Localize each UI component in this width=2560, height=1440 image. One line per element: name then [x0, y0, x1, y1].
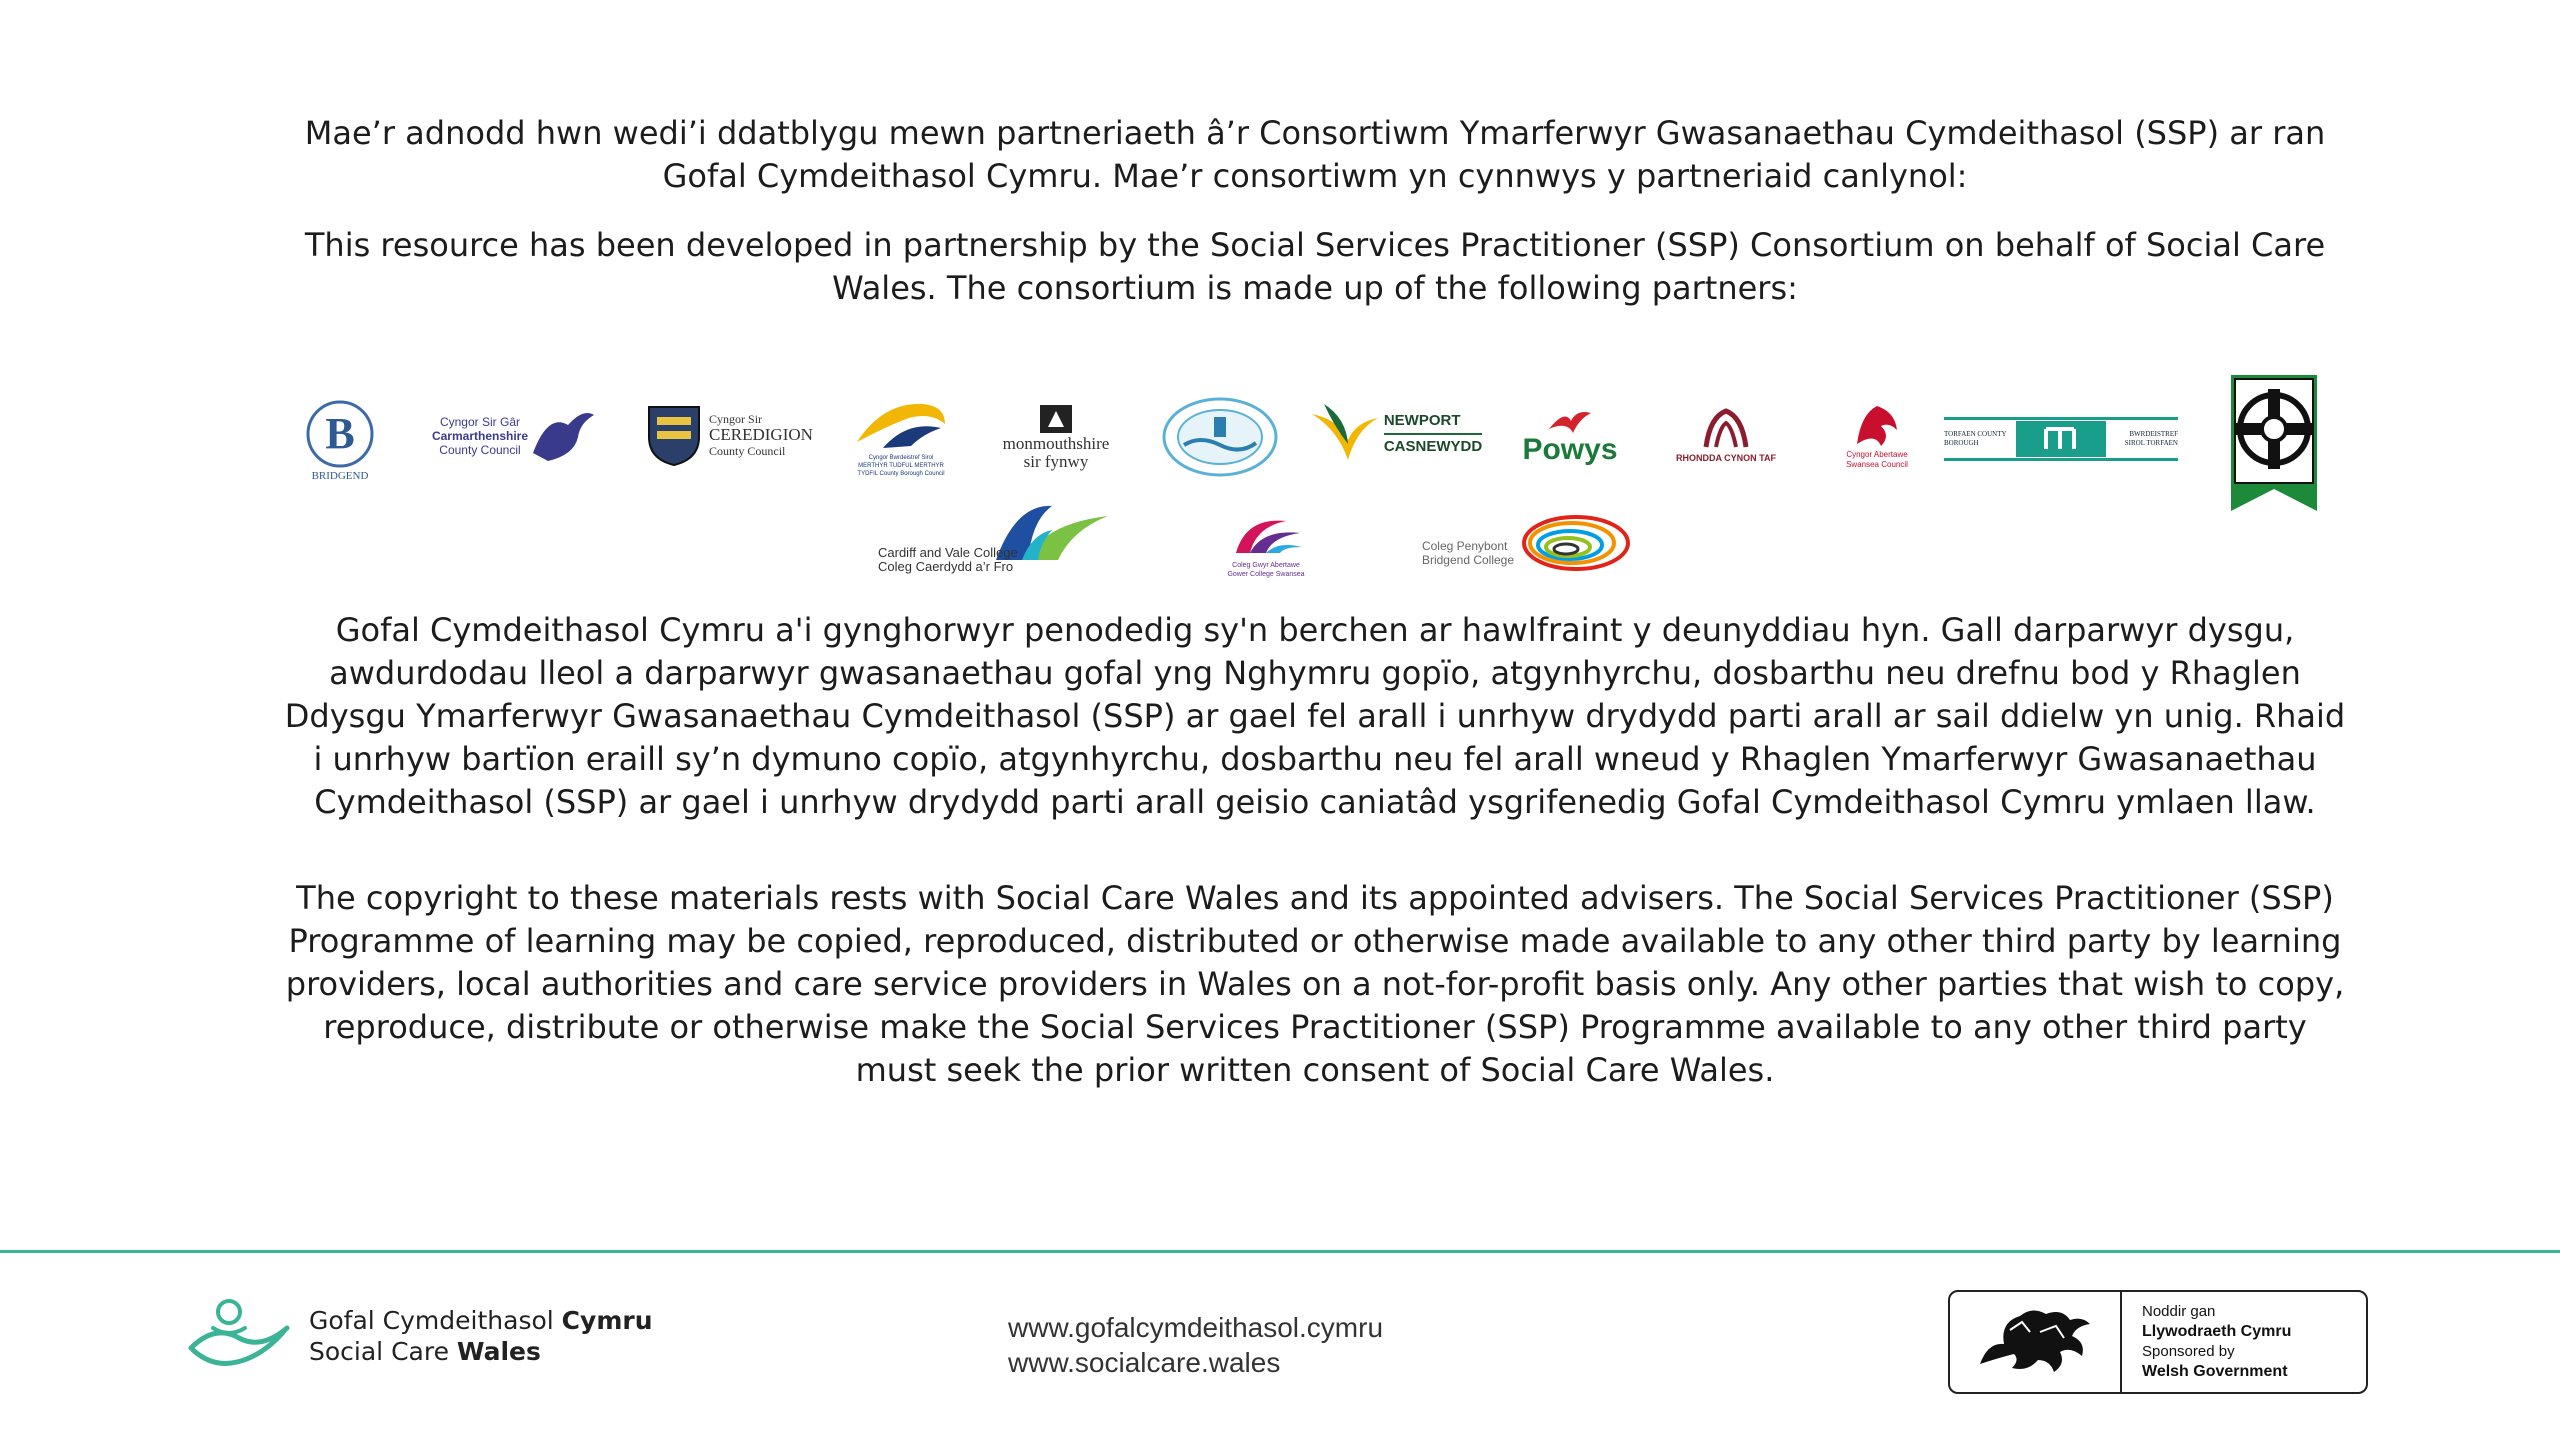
wrexham-crest-logo [2226, 370, 2322, 520]
swansea-dragon-icon [1851, 400, 1903, 450]
celtic-cross-crest-icon [2227, 371, 2321, 519]
brand-line1-regular: Gofal Cymdeithasol [309, 1306, 562, 1335]
pencoed-line1: Coleg Penybont [1421, 539, 1508, 553]
merthyr-label: Cyngor Bwrdeistref Sirol MERTHYR TUDFUL MERTHYR TYDFIL County Borough Council [857, 455, 945, 477]
newport-line1: NEWPORT [1383, 412, 1461, 429]
welsh-government-sponsor-badge [1948, 1290, 2368, 1394]
cavc-line1: Cardiff and Vale College [878, 545, 1018, 560]
english-copyright-text: The copyright to these materials rests with Social Care Wales and its appointed advisers. The Social Services Practitioner (SSP) Programme of learning may be copied, reproduced, distributed or otherwise made available to any other third party by learning providers, local authorities and care service providers in Wales on a not-for-profit basis only. Any other parties that wish to copy, reproduce, distribute or otherwise make the Social Services Practitioner (SSP) Programme available to any other third party must seek the prior written consent of Social Care Wales. [285, 879, 2345, 1089]
monmouthshire-logo [976, 400, 1136, 474]
footer-urls [1008, 1310, 1383, 1380]
gov-line1: Noddir gan [2142, 1303, 2216, 1320]
gower-college-logo [1196, 508, 1336, 584]
svg-text:B: B [325, 409, 355, 458]
torfaen-emblem-icon [2016, 421, 2106, 457]
torfaen-right-text: BWRDEISTREF SIROL TORFAEN [2124, 430, 2178, 447]
welsh-copyright-text: Gofal Cymdeithasol Cymru a'i gynghorwyr penodedig sy'n berchen ar hawlfraint y deunyddiau hyn. Gall darparwyr dysgu, awdurdodau lleol a darparwyr gwasanaethau gofal yng Nghymru gopïo, atgynhyrchu, dosbarthu neu drefnu bod y Rhaglen Ddysgu Ymarferwyr Gwasanaethau Cymdeithasol (SSP) ar gael fel arall i unrhyw drydydd parti arall ar sail ddielw yn unig. Rhaid i unrhyw bartïon eraill sy’n dymuno copïo, atgynhyrchu, dosbarthu neu fel arall wneud y Rhaglen Ymarferwyr Gwasanaethau Cymdeithasol (SSP) ar gael i unrhyw drydydd parti arall geisio caniatâd ysgrifenedig Gofal Cymdeithasol Cymru ymlaen llaw. [284, 611, 2346, 821]
monmouthshire-line2: sir fynwy [1023, 452, 1089, 471]
rct-emblem-icon [1696, 407, 1756, 453]
gower-swirl-icon [1226, 513, 1306, 561]
powys-logo [1512, 402, 1628, 470]
footer-divider [0, 1250, 2560, 1253]
brand-line2-bold: Wales [456, 1337, 541, 1366]
swansea-council-logo [1818, 394, 1936, 476]
vale-of-glamorgan-logo [1158, 394, 1282, 480]
monmouthshire-emblem-icon [1036, 403, 1076, 435]
monmouthshire-line1: monmouthshire [1002, 434, 1110, 453]
carmarthenshire-line1: Cyngor Sir Gâr [439, 415, 520, 429]
dragon-icon [528, 403, 598, 469]
welsh-url-link[interactable]: www.gofalcymdeithasol.cymru [1008, 1312, 1384, 1343]
newport-logo [1298, 398, 1492, 470]
vale-seal-icon [1160, 395, 1280, 479]
red-kite-icon [1547, 407, 1593, 435]
carmarthenshire-logo [420, 400, 610, 472]
newport-line2: CASNEWYDD [1383, 438, 1483, 455]
swansea-line1: Cyngor Abertawe [1846, 450, 1908, 459]
gower-line2: Gower College Swansea [1227, 571, 1305, 578]
bridgend-logo [292, 395, 388, 485]
ceredigion-crest-icon [645, 403, 703, 467]
bridgend-crest-icon [294, 398, 386, 470]
cavc-line2: Coleg Caerdydd a’r Fro [878, 559, 1014, 574]
brand-line1-bold: Cymru [561, 1306, 653, 1335]
rct-label: RHONDDA CYNON TAF [1676, 453, 1776, 463]
torfaen-logo [1944, 414, 2178, 464]
ceredigion-line2: CEREDIGION [709, 425, 813, 444]
merthyr-swoosh-icon [853, 398, 949, 454]
ceredigion-logo [634, 400, 824, 470]
pencoed-line2: Bridgend College [1421, 553, 1515, 567]
social-care-wales-logo [185, 1298, 653, 1374]
carmarthenshire-line2: Carmarthenshire [431, 429, 529, 443]
bridgend-college-logo [1420, 506, 1634, 578]
welsh-dragon-icon [1970, 1302, 2100, 1382]
powys-label: Powys [1522, 433, 1618, 466]
bridgend-college-rings-icon [1514, 509, 1632, 575]
bridgend-label: BRIDGEND [311, 470, 369, 482]
gov-line2: Llywodraeth Cymru [2142, 1323, 2292, 1340]
gower-line1: Coleg Gwyr Abertawe [1232, 562, 1300, 569]
english-url-link[interactable]: www.socialcare.wales [1008, 1347, 1281, 1378]
ceredigion-line1: Cyngor Sir [709, 412, 763, 426]
torfaen-left-text: TORFAEN COUNTY BOROUGH [1944, 430, 2007, 447]
gov-line3: Sponsored by [2142, 1343, 2235, 1360]
swansea-line2: Swansea Council [1846, 460, 1908, 469]
newport-bird-icon [1308, 400, 1380, 468]
gov-line4: Welsh Government [2142, 1363, 2288, 1380]
welsh-intro-text: Mae’r adnodd hwn wedi’i ddatblygu mewn partneriaeth â’r Consortiwm Ymarferwyr Gwasanaethau Cymdeithasol (SSP) ar ran Gofal Cymdeithasol Cymru. Mae’r consortiwm yn cynnwys y partneriaid canlynol: [304, 114, 2326, 195]
welsh-dragon-container [1950, 1292, 2122, 1392]
cardiff-vale-college-logo [872, 500, 1118, 580]
brand-line2-regular: Social Care [309, 1337, 457, 1366]
ceredigion-line3: County Council [709, 444, 786, 458]
rhondda-cynon-taf-logo [1656, 398, 1796, 472]
social-care-wales-icon [185, 1298, 293, 1374]
english-intro-text: This resource has been developed in partnership by the Social Services Practitioner (SSP) Consortium on behalf of Social Care Wales. The consortium is made up of the following partners: [304, 226, 2326, 307]
carmarthenshire-line3: County Council [439, 443, 521, 457]
merthyr-tydfil-logo [846, 392, 956, 484]
